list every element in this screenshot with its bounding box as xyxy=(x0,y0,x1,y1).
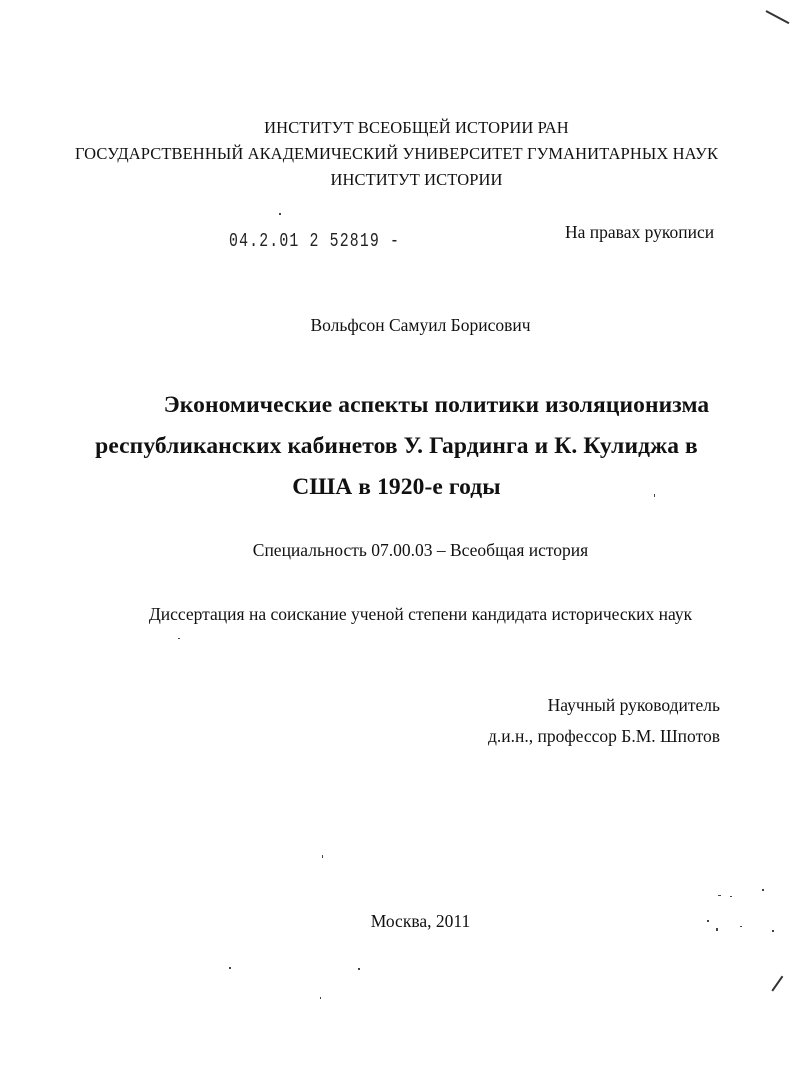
scan-speck xyxy=(178,638,180,639)
registration-stamp: 04.2.01 2 52819 - xyxy=(229,230,401,252)
title-line-1: Экономические аспекты политики изоляционизма xyxy=(163,392,710,418)
supervisor-name: д.и.н., профессор Б.М. Шпотов xyxy=(487,726,720,746)
scan-speck xyxy=(762,889,764,891)
scan-speck xyxy=(740,926,742,927)
scan-mark-corner xyxy=(766,10,790,24)
scan-speck xyxy=(358,968,360,970)
scan-mark-edge xyxy=(771,976,783,992)
institution-name-2: ГОСУДАРСТВЕННЫЙ АКАДЕМИЧЕСКИЙ УНИВЕРСИТЕТ ГУМАНИТАРНЫХ НАУК xyxy=(74,144,719,163)
author-name: Вольфсон Самуил Борисович xyxy=(310,315,531,335)
title-line-2: республиканских кабинетов У. Гардинга и К. Кулиджа в xyxy=(95,433,698,459)
scan-speck xyxy=(279,213,281,215)
institution-name-3: ИНСТИТУТ ИСТОРИИ xyxy=(330,170,503,189)
scan-speck xyxy=(654,494,655,497)
scan-speck xyxy=(718,895,721,896)
scan-speck xyxy=(229,967,231,969)
city-year: Москва, 2011 xyxy=(370,911,471,931)
scan-speck xyxy=(716,928,718,931)
dissertation-statement: Диссертация на соискание ученой степени кандидата исторических наук xyxy=(148,604,693,624)
manuscript-rights-note: На правах рукописи xyxy=(565,222,715,242)
title-line-3: США в 1920-е годы xyxy=(292,474,501,500)
scan-speck xyxy=(730,896,732,897)
supervisor-label: Научный руководитель xyxy=(547,695,720,715)
scan-speck xyxy=(707,920,709,922)
specialty-line: Специальность 07.00.03 – Всеобщая история xyxy=(252,540,589,560)
scan-speck xyxy=(322,855,323,858)
institution-name-1: ИНСТИТУТ ВСЕОБЩЕЙ ИСТОРИИ РАН xyxy=(264,118,569,137)
scan-speck xyxy=(320,997,321,999)
scan-speck xyxy=(772,930,774,932)
